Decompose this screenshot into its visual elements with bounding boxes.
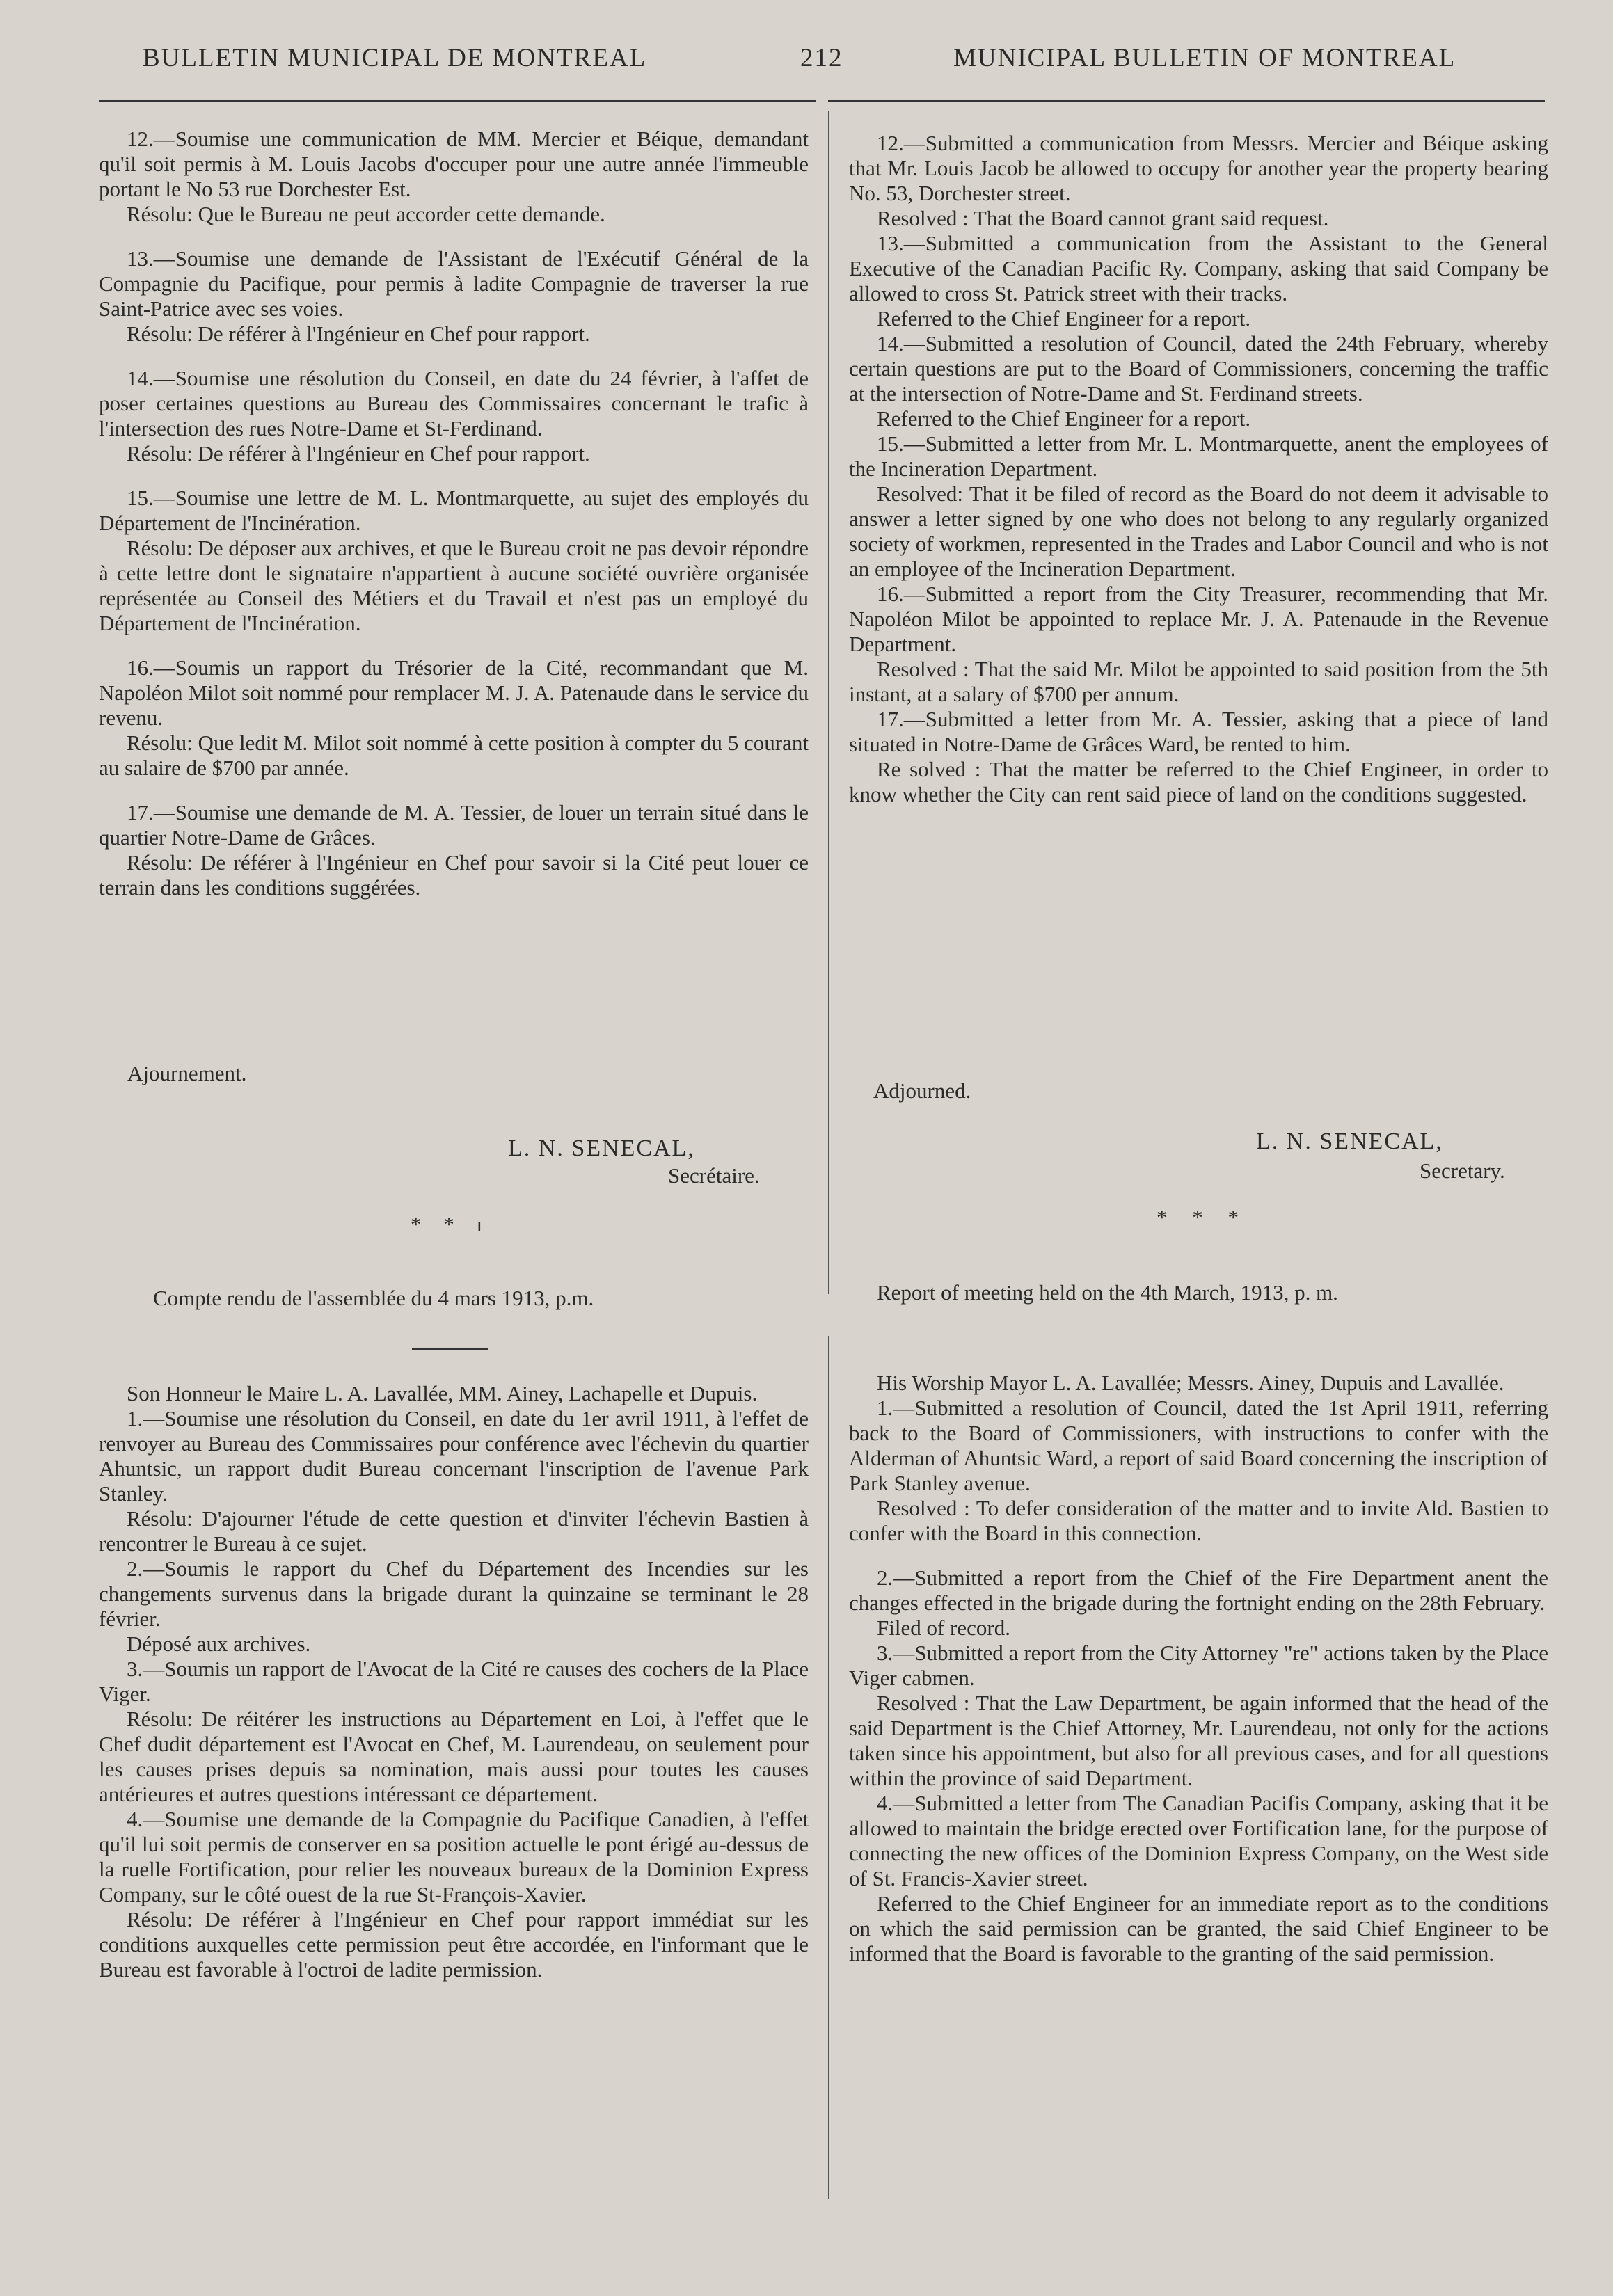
english-column-top [849,131,1548,807]
header-rule-right [828,100,1545,102]
column-divider-bottom [828,1336,829,2199]
fr-item-2: 2.—Soumis le rapport du Chef du Département des Incendies sur les changements survenus dans la brigade durant la quinzaine se terminant le 28 février. [99,1556,809,1631]
header-french-title: BULLETIN MUNICIPAL DE MONTREAL [143,44,647,72]
header-rule-left [99,100,816,102]
fr-item-3: 3.—Soumis un rapport de l'Avocat de la Cité re causes des cochers de la Place Viger. [99,1657,809,1706]
fr-item-14: 14.—Soumise une résolution du Conseil, en date du 24 février, à l'affet de poser certaines questions au Bureau des Commissaires concernant le trafic à l'intersection des rues Notre-Dame et St-Ferdinand. [99,366,809,440]
en-item-12: 12.—Submitted a communication from Messrs. Mercier and Béique asking that Mr. Louis Jacob be allowed to occupy for another year the property bearing No. 53, Dorchester street. [849,131,1548,205]
en-resolution-13: Referred to the Chief Engineer for a report. [877,306,1251,330]
fr-report-title: Compte rendu de l'assemblée du 4 mars 1913, p.m. [153,1286,594,1310]
en-item-4: 4.—Submitted a letter from The Canadian Pacifis Company, asking that it be allowed to maintain the bridge erected over Fortification lane, for the purpose of connecting the new offices of the Dominion Express Company, on the West side of St. Francis-Xavier street. [849,1791,1548,1890]
en-item-1: 1.—Submitted a resolution of Council, dated the 1st April 1911, referring back to the Board of Commissioners, with instructions to confer with the Alderman of Ahuntsic Ward, a report of said Board concerning the inscription of Park Stanley avenue. [849,1396,1548,1495]
fr-item-16: 16.—Soumis un rapport du Trésorier de la Cité, recommandant que M. Napoléon Milot soit nommé pour remplacer M. J. A. Patenaude dans le service du revenu. [99,655,809,730]
fr-separator-stars: * * ı [411,1212,491,1236]
en-item-16: 16.—Submitted a report from the City Treasurer, recommending that Mr. Napoléon Milot be appointed to replace Mr. J. A. Patenaude in the Revenue Department. [849,582,1548,656]
en-resolution-3: Resolved : That the Law Department, be again informed that the head of the said Department is the Chief Attorney, Mr. Laurendeau, not only for the actions taken since his appointment, but also for all previous cases, and for all questions within the province of said Department. [849,1691,1548,1790]
fr-resolution-2: Déposé aux archives. [127,1632,311,1656]
fr-attendance: Son Honneur le Maire L. A. Lavallée, MM. Ainey, Lachapelle et Dupuis. [127,1381,758,1405]
fr-item-17: 17.—Soumise une demande de M. A. Tessier, de louer un terrain situé dans le quartier Notre-Dame de Grâces. [99,800,809,850]
fr-item-4: 4.—Soumise une demande de la Compagnie du Pacifique Canadien, à l'effet qu'il lui soit permis de conserver en sa position actuelle le pont érigé au-dessus de la ruelle Fortification, pour relier les nouveaux bureaux de la Dominion Express Company, sur le côté ouest de la rue St-François-Xavier. [99,1807,809,1906]
en-resolution-12: Resolved : That the Board cannot grant said request. [877,206,1329,230]
fr-resolution-3: Résolu: De réitérer les instructions au Département en Loi, à l'effet que le Chef dudit département est l'Avocat en Chef, M. Laurendeau, on seulement pour les causes prises depuis sa nomination, mais aussi pour toutes les causes antérieures et autres questions intéressant ce département. [99,1707,809,1806]
en-resolution-2: Filed of record. [877,1616,1010,1640]
en-resolution-4: Referred to the Chief Engineer for an immediate report as to the conditions on which the said permission can be granted, the said Chief Engineer to be informed that the Board is favorable to the granting of the said permission. [849,1891,1548,1966]
fr-resolution-15: Résolu: De déposer aux archives, et que le Bureau croit ne pas devoir répondre à cette lettre dont le signataire n'appartient à aucune société ouvrière organisée représentée au Conseil des Métiers et du Travail et n'est pas un employé du Département de l'Incinération. [99,536,809,635]
en-resolution-1: Resolved : To defer consideration of the matter and to invite Ald. Bastien to confer with the Board in this connection. [849,1496,1548,1545]
fr-resolution-1: Résolu: D'ajourner l'étude de cette question et d'inviter l'échevin Bastien à rencontrer le Bureau à ce sujet. [99,1506,809,1556]
fr-resolution-14: Résolu: De référer à l'Ingénieur en Chef pour rapport. [127,441,590,465]
french-column-bottom [99,1381,809,1982]
fr-signature: L. N. SENECAL, [508,1135,695,1161]
fr-item-15: 15.—Soumise une lettre de M. L. Montmarquette, au sujet des employés du Département de l'Incinération. [99,486,809,535]
en-resolution-15: Resolved: That it be filed of record as the Board do not deem it advisable to answer a letter signed by one who does not belong to any regularly organized society of workmen, represented in the Trades and Labor Council and who is not an employee of the Incineration Department. [849,481,1548,581]
en-resolution-16: Resolved : That the said Mr. Milot be appointed to said position from the 5th instant, at a salary of $700 per annum. [849,657,1548,706]
en-attendance: His Worship Mayor L. A. Lavallée; Messrs. Ainey, Dupuis and Lavallée. [877,1371,1504,1395]
page-number: 212 [800,44,843,72]
fr-item-12: 12.—Soumise une communication de MM. Mercier et Béique, demandant qu'il soit permis à M. Louis Jacobs d'occuper pour une autre année l'immeuble portant le No 53 rue Dorchester Est. [99,127,809,201]
en-item-2: 2.—Submitted a report from the Chief of the Fire Department anent the changes effected in the brigade during the fortnight ending on the 28th February. [849,1565,1548,1615]
fr-resolution-16: Résolu: Que ledit M. Milot soit nommé à cette position à compter du 5 courant au salaire de $700 par année. [99,731,809,780]
header-english-title: MUNICIPAL BULLETIN OF MONTREAL [953,44,1456,72]
english-column-bottom [849,1371,1548,1966]
en-resolution-14: Referred to the Chief Engineer for a report. [877,406,1251,431]
fr-resolution-13: Résolu: De référer à l'Ingénieur en Chef pour rapport. [127,321,590,346]
en-adjournment: Adjourned. [873,1078,971,1103]
en-resolution-17: Re solved : That the matter be referred to the Chief Engineer, in order to know whether the City can rent said piece of land on the conditions suggested. [849,757,1548,806]
fr-resolution-4: Résolu: De référer à l'Ingénieur en Chef pour rapport immédiat sur les conditions auxquelles cette permission peut être accordée, en l'informant que le Bureau est favorable à l'octroi de ladite permission. [99,1907,809,1982]
en-item-15: 15.—Submitted a letter from Mr. L. Montmarquette, anent the employees of the Incineration Department. [849,431,1548,481]
en-separator-stars: * * * [1157,1205,1248,1229]
en-item-17: 17.—Submitted a letter from Mr. A. Tessier, asking that a piece of land situated in Notre-Dame de Grâces Ward, be rented to him. [849,707,1548,756]
en-signature-title: Secretary. [1420,1158,1505,1183]
fr-adjournment: Ajournement. [127,1061,247,1085]
fr-signature-title: Secrétaire. [668,1163,760,1188]
en-report-title: Report of meeting held on the 4th March, 1913, p. m. [877,1280,1338,1305]
en-signature: L. N. SENECAL, [1256,1129,1443,1154]
en-item-14: 14.—Submitted a resolution of Council, dated the 24th February, whereby certain questions are put to the Board of Commissioners, concerning the traffic at the intersection of Notre-Dame and St. Ferdinand streets. [849,331,1548,406]
fr-item-1: 1.—Soumise une résolution du Conseil, en date du 1er avril 1911, à l'effet de renvoyer au Bureau des Commissaires pour conférence avec l'échevin du quartier Ahuntsic, un rapport dudit Bureau concernant l'inscription de l'avenue Park Stanley. [99,1406,809,1506]
en-item-3: 3.—Submitted a report from the City Attorney "re" actions taken by the Place Viger cabmen. [849,1641,1548,1690]
fr-short-rule [412,1348,488,1350]
fr-resolution-17: Résolu: De référer à l'Ingénieur en Chef pour savoir si la Cité peut louer ce terrain dans les conditions suggérées. [99,850,809,900]
french-column-top [99,127,809,900]
en-item-13: 13.—Submitted a communication from the Assistant to the General Executive of the Canadian Pacific Ry. Company, asking that said Company be allowed to cross St. Patrick street with their tracks. [849,231,1548,305]
fr-resolution-12: Résolu: Que le Bureau ne peut accorder cette demande. [127,202,605,226]
fr-item-13: 13.—Soumise une demande de l'Assistant de l'Exécutif Général de la Compagnie du Pacifique, pour permis à ladite Compagnie de traverser la rue Saint-Patrice avec ses voies. [99,246,809,321]
column-divider-top [828,111,829,1294]
